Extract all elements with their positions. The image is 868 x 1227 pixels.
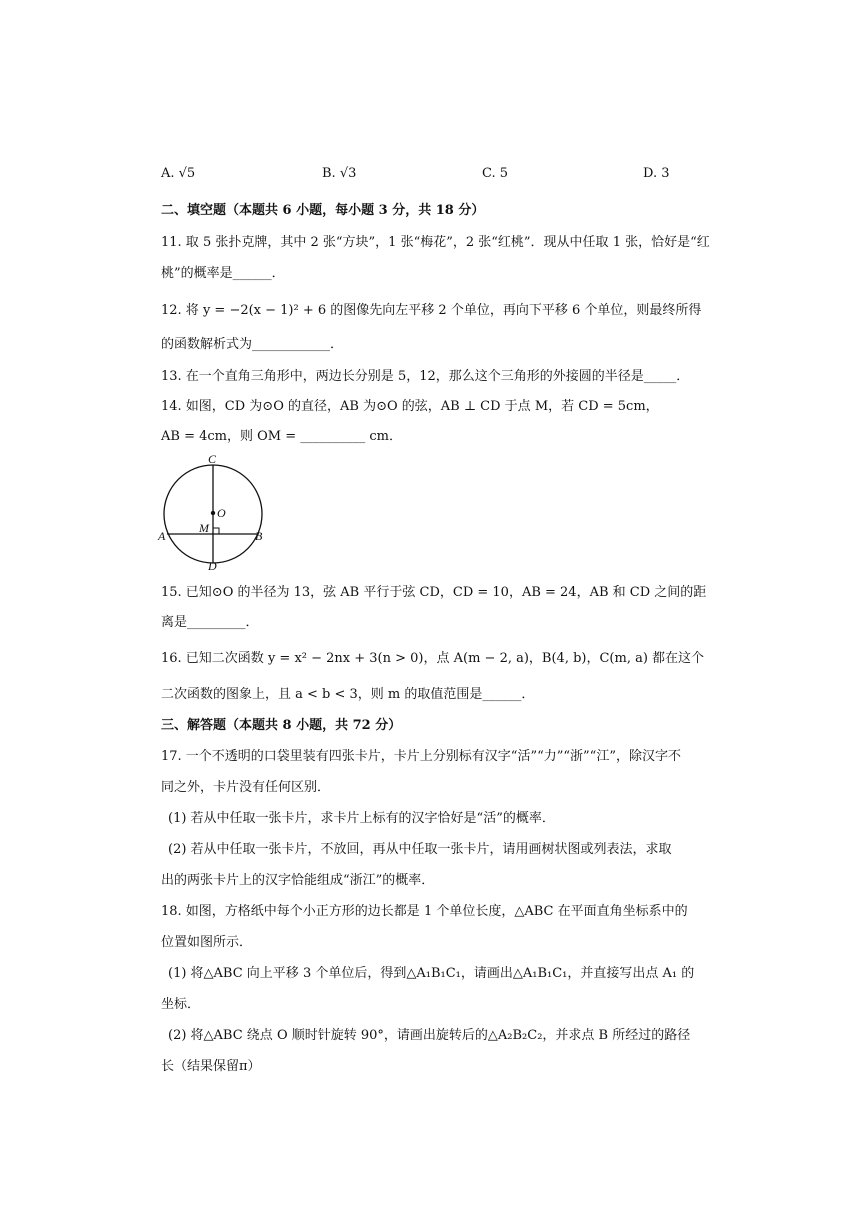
question-16-line-1: 16. 已知二次函数 y = x² − 2nx + 3(n > 0)，点 A(m − 2, a)，B(4, b)，C(m, a) 都在这个 — [161, 651, 705, 666]
option-d: D. 3 — [643, 166, 670, 181]
question-12-line-1: 12. 将 y = −2(x − 1)² + 6 的图像先向左平移 2 个单位，再向下平移 6 个单位，则最终所得 — [161, 303, 702, 318]
figure-label-c: C — [208, 452, 217, 466]
question-17-line-1: 17. 一个不透明的口袋里装有四张卡片，卡片上分别标有汉字“活”“力”“浙”“江”，除汉字不 — [161, 749, 681, 764]
question-11-line-2: 桃”的概率是______． — [161, 266, 285, 281]
question-15-line-1: 15. 已知⊙O 的半径为 13，弦 AB 平行于弦 CD，CD = 10，AB = 24，AB 和 CD 之间的距 — [161, 585, 707, 600]
question-14-line-1: 14. 如图，CD 为⊙O 的直径，AB 为⊙O 的弦，AB ⊥ CD 于点 M，若 CD = 5cm， — [161, 399, 659, 414]
question-17-part-2-line-2: 出的两张卡片上的汉字恰能组成“浙江”的概率． — [161, 873, 435, 888]
question-14-line-2: AB = 4cm，则 OM = __________ cm． — [161, 429, 402, 444]
figure-label-b: B — [255, 529, 263, 543]
question-18-part-1-line-1: (1) 将△ABC 向上平移 3 个单位后，得到△A₁B₁C₁，请画出△A₁B₁C₁，并直接写出点 A₁ 的 — [168, 966, 695, 981]
section-fill-blank-title: 二、填空题（本题共 6 小题，每小题 3 分，共 18 分） — [161, 203, 485, 218]
figure-label-a: A — [158, 529, 166, 543]
question-18-part-1-line-2: 坐标． — [161, 997, 201, 1012]
figure-label-m: M — [199, 521, 209, 535]
question-16-line-2: 二次函数的图象上，且 a < b < 3，则 m 的取值范围是______． — [161, 687, 535, 702]
question-17-part-2-line-1: (2) 若从中任取一张卡片，不放回，再从中任取一张卡片，请用画树状图或列表法，求取 — [168, 842, 672, 857]
figure-label-d: D — [208, 559, 217, 572]
question-18-line-2: 位置如图所示． — [161, 935, 253, 950]
option-b: B. √3 — [322, 166, 357, 181]
figure-center-point — [211, 511, 215, 515]
section-answer-title: 三、解答题（本题共 8 小题，共 72 分） — [161, 718, 402, 733]
question-13-line-1: 13. 在一个直角三角形中，两边长分别是 5，12，那么这个三角形的外接圆的半径是_____． — [161, 369, 690, 384]
question-12-line-2: 的函数解析式为____________． — [161, 337, 344, 352]
circle-figure — [155, 452, 275, 572]
question-17-part-1: (1) 若从中任取一张卡片，求卡片上标有的汉字恰好是“活”的概率． — [168, 811, 555, 826]
option-a: A. √5 — [161, 166, 196, 181]
question-18-part-2-line-2: 长（结果保留π） — [161, 1059, 261, 1074]
figure-label-o: O — [217, 506, 226, 520]
figure-right-angle-mark — [213, 528, 219, 534]
question-11-line-1: 11. 取 5 张扑克牌，其中 2 张“方块”，1 张“梅花”，2 张“红桃”．现从中任取 1 张，恰好是“红 — [161, 235, 710, 250]
question-15-line-2: 离是_________． — [161, 615, 259, 630]
question-18-line-1: 18. 如图，方格纸中每个小正方形的边长都是 1 个单位长度，△ABC 在平面直角坐标系中的 — [161, 904, 688, 919]
question-17-line-2: 同之外，卡片没有任何区别． — [161, 780, 331, 795]
question-18-part-2-line-1: (2) 将△ABC 绕点 O 顺时针旋转 90°，请画出旋转后的△A₂B₂C₂，并求点 B 所经过的路径 — [168, 1028, 691, 1043]
option-c: C. 5 — [482, 166, 509, 181]
